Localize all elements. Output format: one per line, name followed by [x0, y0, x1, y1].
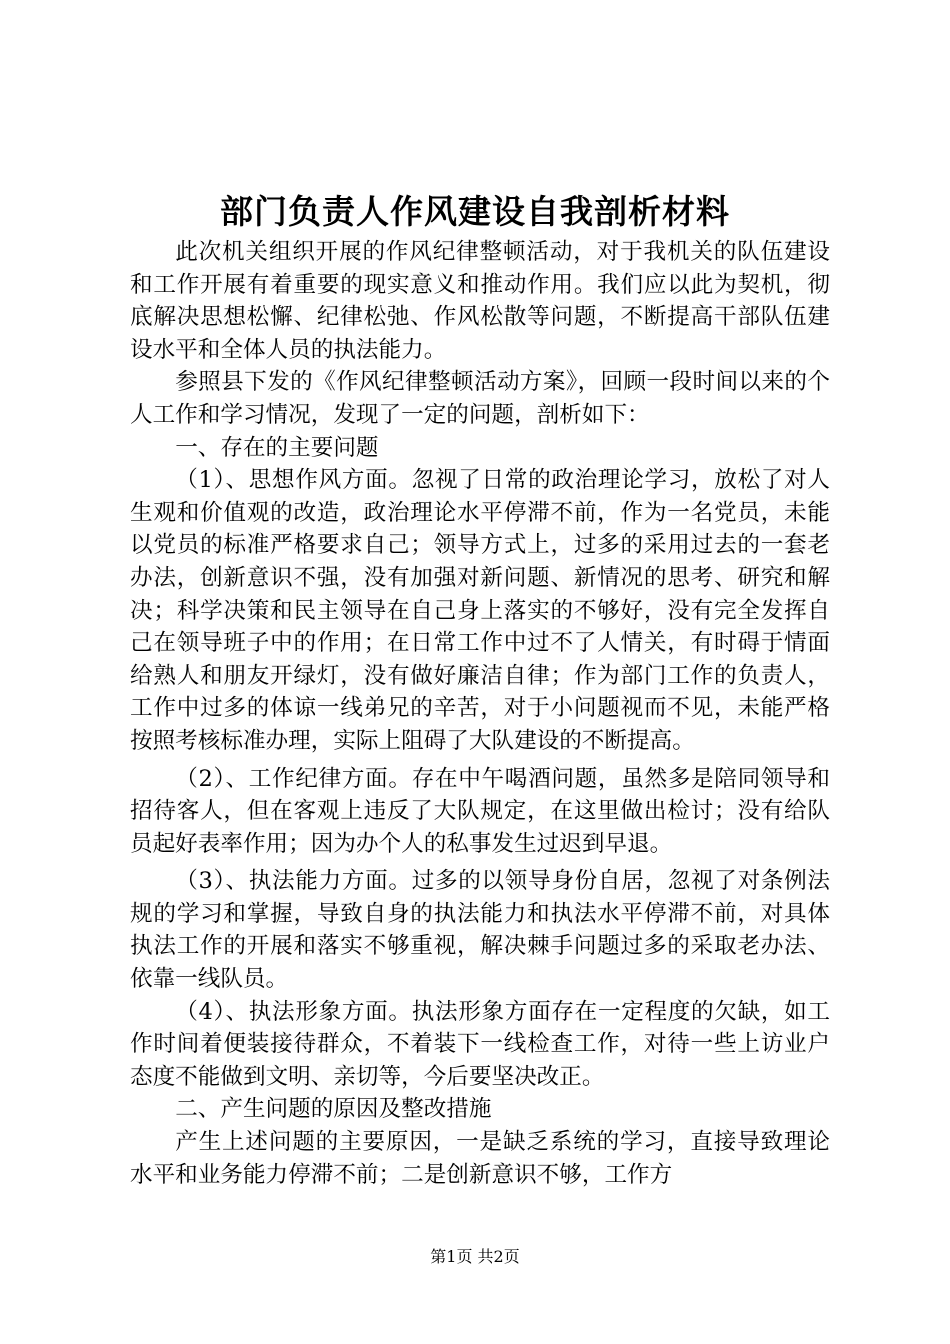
paragraph-causes: 产生上述问题的主要原因，一是缺乏系统的学习，直接导致理论水平和业务能力停滞不前；二是创新意识不够，工作方 — [130, 1129, 830, 1188]
section-heading-1: 一、存在的主要问题 — [175, 434, 379, 461]
paragraph-item-4: （4）、执法形象方面。执法形象方面存在一定程度的欠缺，如工作时间着便装接待群众，不着装下一线检查工作，对待一些上访业户态度不能做到文明、亲切等，今后要坚决改正。 — [130, 998, 830, 1090]
section-heading-2: 二、产生问题的原因及整改措施 — [175, 1096, 492, 1123]
paragraph-item-3: （3）、执法能力方面。过多的以领导身份自居，忽视了对条例法规的学习和掌握，导致自身的执法能力和执法水平停滞不前，对具体执法工作的开展和落实不够重视，解决棘手问题过多的采取老办法、依靠一线队员。 — [130, 868, 830, 993]
paragraph-item-1: （1）、思想作风方面。忽视了日常的政治理论学习，放松了对人生观和价值观的改造，政治理论水平停滞不前，作为一名党员，未能以党员的标准严格要求自己；领导方式上，过多的采用过去的一套老办法，创新意识不强，没有加强对新问题、新情况的思考、研究和解决；科学决策和民主领导在自己身上落实的不够好，没有完全发挥自己在领导班子中的作用；在日常工作中过不了人情关，有时碍于情面给熟人和朋友开绿灯，没有做好廉洁自律；作为部门工作的负责人，工作中过多的体谅一线弟兄的辛苦，对于小问题视而不见，未能严格按照考核标准办理，实际上阻碍了大队建设的不断提高。 — [130, 467, 830, 754]
paragraph-intro: 此次机关组织开展的作风纪律整顿活动，对于我机关的队伍建设和工作开展有着重要的现实意义和推动作用。我们应以此为契机，彻底解决思想松懈、纪律松弛、作风松散等问题，不断提高干部队伍建设水平和全体人员的执法能力。 — [130, 239, 830, 363]
document-title: 部门负责人作风建设自我剖析材料 — [220, 192, 730, 231]
document-body — [130, 236, 830, 1191]
paragraph-reference: 参照县下发的《作风纪律整顿活动方案》，回顾一段时间以来的个人工作和学习情况，发现了一定的问题，剖析如下： — [130, 369, 830, 428]
paragraph-item-2: （2）、工作纪律方面。存在中午喝酒问题，虽然多是陪同领导和招待客人，但在客观上违反了大队规定，在这里做出检讨；没有给队员起好表率作用；因为办个人的私事发生过迟到早退。 — [130, 765, 830, 857]
page-footer: 第1页 共2页 — [430, 1247, 520, 1266]
